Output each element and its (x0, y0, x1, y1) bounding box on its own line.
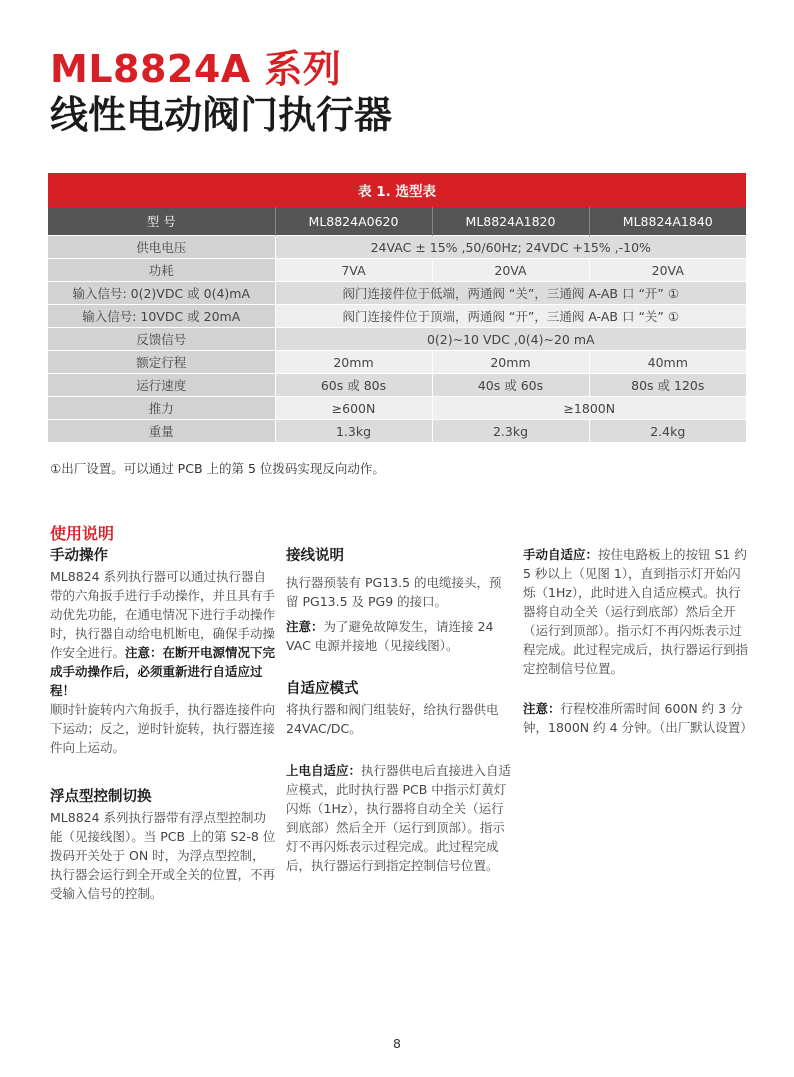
cell-value: 阀门连接件位于顶端，两通阀 “开”，三通阀 A-AB 口 “关” ① (275, 305, 746, 328)
wiring-heading: 接线说明 (286, 548, 344, 564)
row-label: 输入信号: 10VDC 或 20mA (48, 305, 275, 328)
row-label: 重量 (48, 420, 275, 443)
page-number: 8 (393, 1036, 401, 1051)
cell-value: 0(2)~10 VDC ,0(4)~20 mA (275, 328, 746, 351)
power-on-adaptive-text: 上电自适应：执行器供电后直接进入自适应模式，此时执行器 PCB 中指示灯黄灯闪烁（1Hz），执行器将自动全关（运行到底部）然后全开（运行到顶部）。指示灯不再闪烁表示过程完成。此过程完成后，执行器运行到指定控制信号位置。 (286, 763, 512, 873)
cell-value: 1.3kg (275, 420, 432, 443)
table-footnote: ①出厂设置。可以通过 PCB 上的第 5 位拨码实现反向动作。 (50, 461, 385, 476)
adaptive-mode-text: 将执行器和阀门组装好，给执行器供电 24VAC/DC。 (286, 702, 499, 736)
table-row-feedback (48, 328, 746, 351)
table-caption: 表 1. 选型表 (48, 173, 746, 207)
cell-value: ≥1800N (432, 397, 746, 420)
table-header-a1820: ML8824A1820 (432, 207, 589, 236)
page-title-product: 线性电动阀门执行器 (50, 93, 393, 137)
table-row-stroke (48, 351, 746, 374)
cell-value: 60s 或 80s (275, 374, 432, 397)
cell-value: 2.4kg (589, 420, 746, 443)
cell-value: 40mm (589, 351, 746, 374)
column-middle (286, 545, 512, 875)
table-row-speed (48, 374, 746, 397)
table-row-input-high (48, 305, 746, 328)
page-title-series: ML8824A 系列 (50, 47, 342, 91)
table-row-supply (48, 236, 746, 259)
table-row-input-low (48, 282, 746, 305)
floating-control-heading: 浮点型控制切换 (50, 789, 152, 805)
wiring-text: 执行器预装有 PG13.5 的电缆接头，预留 PG13.5 及 PG9 的接口。 (286, 575, 502, 609)
cell-value: 80s 或 120s (589, 374, 746, 397)
table-header-a1840: ML8824A1840 (589, 207, 746, 236)
manual-operation-direction: 顺时针旋转内六角扳手，执行器连接件向下运动；反之，逆时针旋转，执行器连接件向上运动。 (50, 702, 276, 755)
section-title: 使用说明 (50, 524, 115, 543)
table-header-model: 型 号 (48, 207, 275, 236)
row-label: 反馈信号 (48, 328, 275, 351)
cell-value: 20mm (275, 351, 432, 374)
cell-value: 20mm (432, 351, 589, 374)
manual-operation-text: ML8824 系列执行器可以通过执行器自带的六角扳手进行手动操作，并且具有手动优先功能，在通电情况下进行手动操作时，执行器自动给电机断电，确保手动操作安全进行。注意：在断开电源情况下完成手动操作后，必须重新进行自适应过程！ (50, 569, 276, 698)
table-row-power (48, 259, 746, 282)
row-label: 供电电压 (48, 236, 275, 259)
calibration-note: 注意：行程校准所需时间 600N 约 3 分钟，1800N 约 4 分钟。（出厂默认设置） (523, 701, 753, 735)
cell-value: 阀门连接件位于低端，两通阀 “关”，三通阀 A-AB 口 “开” ① (275, 282, 746, 305)
cell-value: 40s 或 60s (432, 374, 589, 397)
table-header-a0620: ML8824A0620 (275, 207, 432, 236)
manual-adaptive-text: 手动自适应：按住电路板上的按钮 S1 约 5 秒以上（见图 1），直到指示灯开始闪烁（1Hz），此时进入自适应模式。执行器将自动全关（运行到底部）然后全开（运行到顶部）。指示灯不再闪烁表示过程完成。此过程完成后，执行器运行到指定控制信号位置。 (523, 547, 749, 676)
cell-value: 20VA (589, 259, 746, 282)
cell-value: ≥600N (275, 397, 432, 420)
row-label: 功耗 (48, 259, 275, 282)
row-label: 额定行程 (48, 351, 275, 374)
manual-operation-heading: 手动操作 (50, 548, 108, 564)
row-label: 推力 (48, 397, 275, 420)
row-label: 运行速度 (48, 374, 275, 397)
manual-operation-warning: 注意：在断开电源情况下完成手动操作后，必须重新进行自适应过程！ (50, 645, 276, 698)
floating-control-text: ML8824 系列执行器带有浮点型控制功能（见接线图）。当 PCB 上的第 S2-8 位拨码开关处于 ON 时，为浮点型控制，执行器会运行到全开或全关的位置，不再受输入信号的控制。 (50, 810, 276, 901)
row-label: 输入信号: 0(2)VDC 或 0(4)mA (48, 282, 275, 305)
adaptive-mode-heading: 自适应模式 (286, 681, 359, 697)
cell-value: 7VA (275, 259, 432, 282)
table-row-thrust (48, 397, 746, 420)
selection-table (48, 173, 746, 442)
column-left (50, 523, 276, 903)
wiring-note: 注意：为了避免故障发生，请连接 24 VAC 电源并接地（见接线图）。 (286, 619, 494, 653)
table-row-weight (48, 420, 746, 443)
cell-value: 2.3kg (432, 420, 589, 443)
cell-value: 20VA (432, 259, 589, 282)
cell-value: 24VAC ± 15% ,50/60Hz; 24VDC +15% ,-10% (275, 236, 746, 259)
column-right (523, 545, 753, 737)
